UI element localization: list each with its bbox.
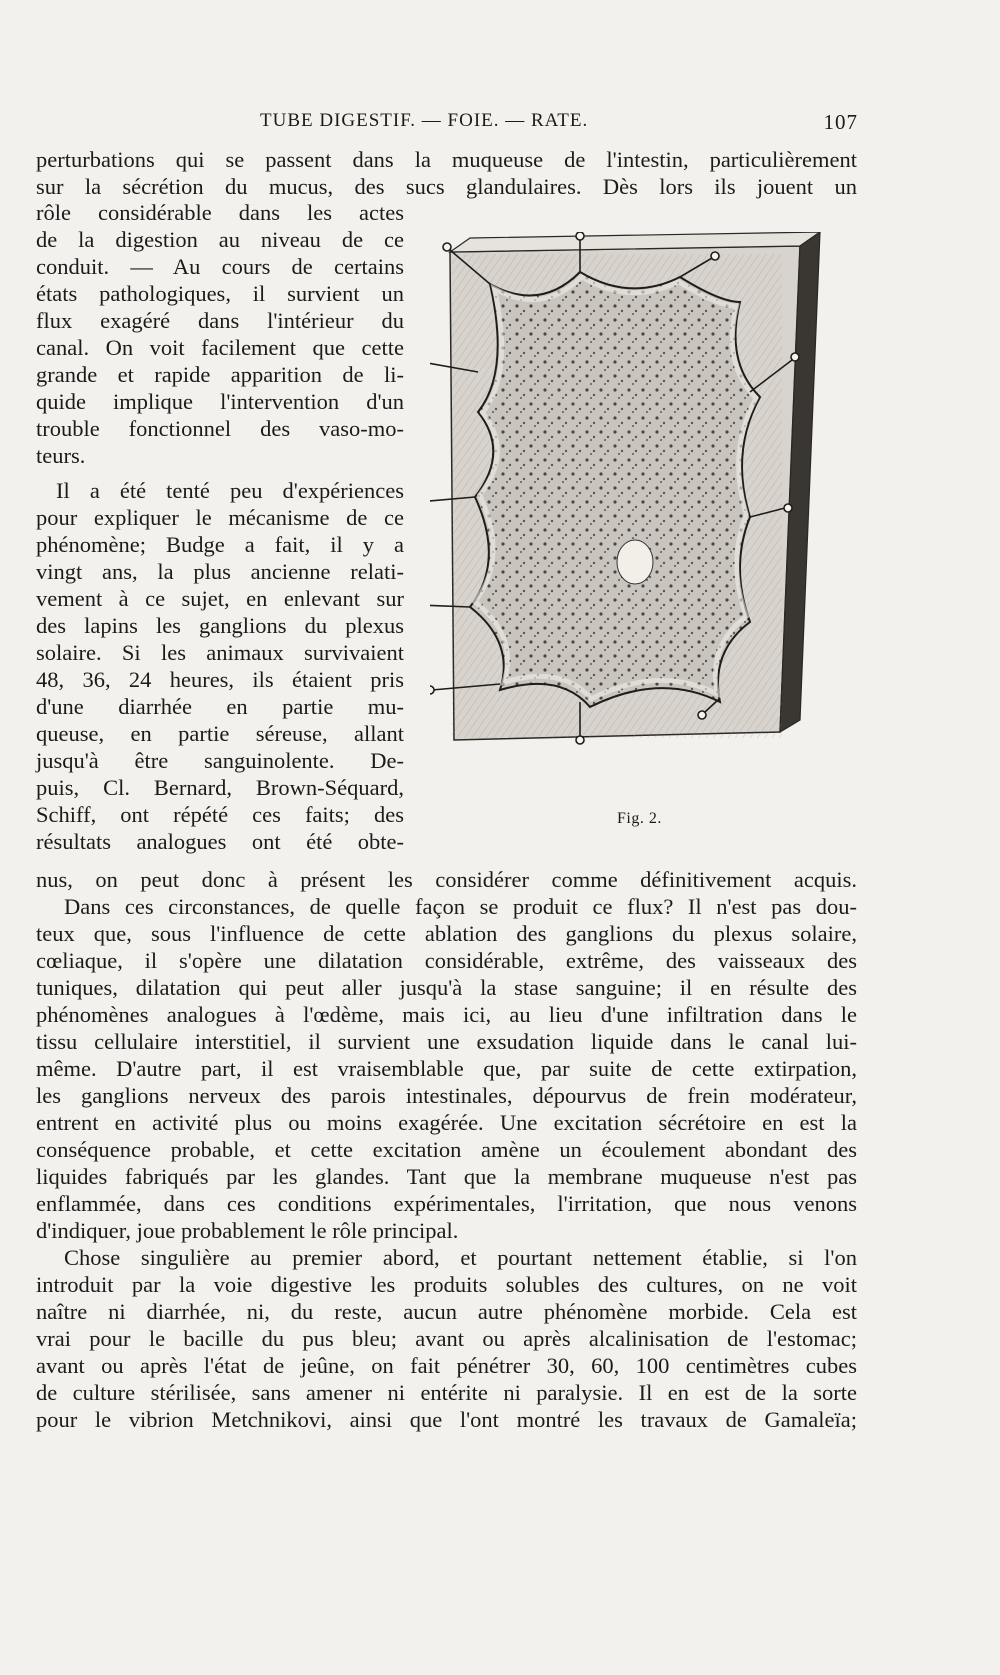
text-line: liquides fabriqués par les glandes. Tant que la membrane muqueuse n'est pas	[36, 1164, 857, 1189]
text-line: naître ni diarrhée, ni, du reste, aucun autre phénomène morbide. Cela est	[36, 1299, 857, 1324]
text-line: d'une diarrhée en partie mu-	[36, 694, 404, 719]
text-line: états pathologiques, il survient un	[36, 281, 404, 306]
text-line: les ganglions nerveux des parois intestinales, dépourvus de frein modérateur,	[36, 1083, 857, 1108]
text-line: teux que, sous l'influence de cette ablation des ganglions du plexus solaire,	[36, 921, 857, 946]
text-line: pour expliquer le mécanisme de ce	[36, 505, 404, 530]
text-line: Il a été tenté peu d'expériences	[56, 478, 404, 503]
text-line: tissu cellulaire interstitiel, il survient une exsudation liquide dans le canal lui-	[36, 1029, 857, 1054]
text-line: même. D'autre part, il est vraisemblable que, par suite de cette extirpation,	[36, 1056, 857, 1081]
text-line: de la digestion au niveau de ce	[36, 227, 404, 252]
text-line: quide implique l'intervention d'un	[36, 389, 404, 414]
running-title: TUBE DIGESTIF. — FOIE. — RATE.	[260, 110, 589, 131]
text-line: sur la sécrétion du mucus, des sucs glandulaires. Dès lors ils jouent un	[36, 174, 857, 199]
text-line: canal. On voit facilement que cette	[36, 335, 404, 360]
text-line: enflammée, dans ces conditions expérimentales, l'irritation, que nous venons	[36, 1191, 857, 1216]
text-line: vingt ans, la plus ancienne relati-	[36, 559, 404, 584]
text-line: des lapins les ganglions du plexus	[36, 613, 404, 638]
text-line: introduit par la voie digestive les produits solubles des cultures, on ne voit	[36, 1272, 857, 1297]
text-line: Schiff, ont répété ces faits; des	[36, 802, 404, 827]
text-line: entrent en activité plus ou moins exagérée. Une excitation sécrétoire en est la	[36, 1110, 857, 1135]
text-line: grande et rapide apparition de li-	[36, 362, 404, 387]
text-line: rôle considérable dans les actes	[36, 200, 404, 225]
page-number: 107	[823, 110, 858, 134]
text-line: flux exagéré dans l'intérieur du	[36, 308, 404, 333]
text-line: conduit. — Au cours de certains	[36, 254, 404, 279]
text-line: résultats analogues ont été obte-	[36, 829, 404, 854]
text-line: avant ou après l'état de jeûne, on fait pénétrer 30, 60, 100 centimètres cubes	[36, 1353, 857, 1378]
text-line: trouble fonctionnel des vaso-mo-	[36, 416, 404, 441]
text-line: solaire. Si les animaux survivaient	[36, 640, 404, 665]
pinned-mucosa-illustration	[430, 232, 860, 792]
text-line: queuse, en partie séreuse, allant	[36, 721, 404, 746]
text-line: perturbations qui se passent dans la muqueuse de l'intestin, particulièrement	[36, 147, 857, 172]
pale-spot	[617, 540, 653, 584]
text-line: cœliaque, il s'opère une dilatation considérable, extrême, des vaisseaux des	[36, 948, 857, 973]
text-line: conséquence probable, et cette excitation amène un écoulement abondant des	[36, 1137, 857, 1162]
text-line: vement à ce sujet, en enlevant sur	[36, 586, 404, 611]
mucosa-membrane	[470, 272, 760, 707]
text-line: de culture stérilisée, sans amener ni entérite ni paralysie. Il en est de la sorte	[36, 1380, 857, 1405]
text-line: vrai pour le bacille du pus bleu; avant ou après alcalinisation de l'estomac;	[36, 1326, 857, 1351]
figure-caption: Fig. 2.	[617, 810, 662, 827]
text-line: tuniques, dilatation qui peut aller jusqu'à la stase sanguine; il en résulte des	[36, 975, 857, 1000]
text-line: d'indiquer, joue probablement le rôle principal.	[36, 1218, 459, 1243]
text-line: Dans ces circonstances, de quelle façon se produit ce flux? Il n'est pas dou-	[64, 894, 857, 919]
text-line: nus, on peut donc à présent les considérer comme définitivement acquis.	[36, 867, 857, 892]
text-line: 48, 36, 24 heures, ils étaient pris	[36, 667, 404, 692]
text-line: phénomène; Budge a fait, il y a	[36, 532, 404, 557]
text-line: phénomènes analogues à l'œdème, mais ici, au lieu d'une infiltration dans le	[36, 1002, 857, 1027]
text-line: jusqu'à être sanguinolente. De-	[36, 748, 404, 773]
text-line: Chose singulière au premier abord, et pourtant nettement établie, si l'on	[64, 1245, 857, 1270]
text-line: teurs.	[36, 443, 86, 468]
text-line: puis, Cl. Bernard, Brown-Séquard,	[36, 775, 404, 800]
text-line: pour le vibrion Metchnikovi, ainsi que l'ont montré les travaux de Gamaleïa;	[36, 1407, 857, 1432]
